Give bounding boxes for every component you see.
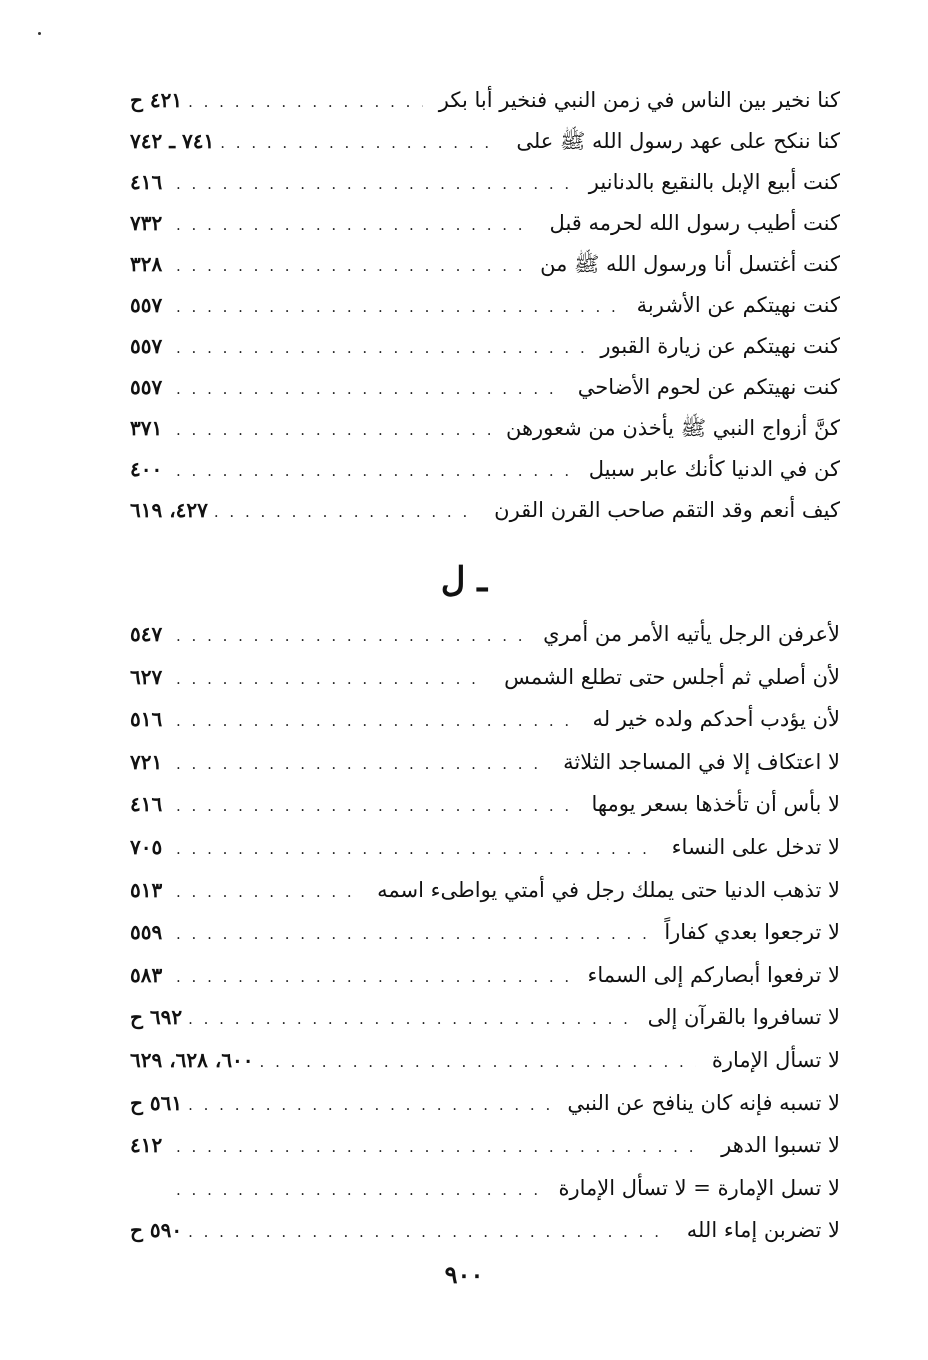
entry-text: لا بأس أن تأخذها بسعر يومها	[591, 792, 840, 817]
entry-page-ref: ٥٤٧	[130, 622, 163, 646]
entry-text: لأعرفن الرجل يأتيه الأمر من أمري	[543, 622, 840, 646]
index-entry	[130, 244, 840, 285]
dot-leader	[188, 82, 423, 123]
index-entry	[130, 326, 840, 367]
dot-leader	[176, 913, 648, 956]
entry-text: لأن أصلي ثم أجلس حتى تطلع الشمس	[504, 664, 840, 689]
entry-page-ref: ٤٠٠	[130, 457, 163, 481]
entry-page-ref: ٥٩٠ ح	[130, 1218, 183, 1243]
index-entry	[130, 613, 840, 656]
entry-text: كنا نخير بين الناس في زمن النبي فنخير أبا بكر	[438, 88, 840, 112]
entry-page-ref: ٦٢٧	[130, 664, 163, 689]
entry-text: كن في الدنيا كأنك عابر سبيل	[588, 457, 840, 481]
dot-leader	[188, 998, 631, 1041]
entry-page-ref: ٥١٦	[130, 707, 163, 732]
entry-page-ref: ٦٠٠، ٦٢٨، ٦٢٩	[130, 1047, 254, 1072]
entry-page-ref: ٥٥٧	[130, 375, 163, 399]
dot-leader	[176, 328, 584, 369]
index-entry	[130, 449, 840, 490]
index-entry	[130, 490, 840, 531]
dot-leader	[176, 956, 572, 999]
index-entry	[130, 285, 840, 326]
dot-leader	[176, 871, 361, 914]
dot-leader	[188, 1084, 551, 1127]
dot-leader	[176, 828, 656, 871]
entry-text: لا تذهب الدنيا حتى يملك رجل في أمتي يواطىء اسمه	[377, 877, 840, 902]
index-entry	[130, 1209, 840, 1252]
entry-text: كنت أغتسل أنا ورسول الله ﷺ من	[540, 252, 840, 276]
entry-text: كنت أبيع الإبل بالنقيع بالدنانير	[588, 170, 840, 194]
index-entry	[130, 1167, 840, 1210]
entry-page-ref: ٥١٣	[130, 877, 163, 902]
entry-page-ref: ٤١٢	[130, 1133, 163, 1158]
dot-leader	[176, 658, 488, 701]
dot-leader	[176, 743, 547, 786]
dot-leader	[214, 492, 478, 533]
index-list-kaf	[130, 80, 840, 531]
dot-leader	[176, 1126, 705, 1169]
index-entry	[130, 121, 840, 162]
dot-leader	[176, 785, 575, 828]
entry-text: كنت نهيتكم عن لحوم الأضاحي	[577, 375, 840, 399]
index-entry	[130, 1082, 840, 1125]
index-entry	[130, 367, 840, 408]
entry-page-ref: ٧٢١	[130, 749, 163, 774]
index-entry	[130, 954, 840, 997]
index-entry	[130, 911, 840, 954]
dot-leader	[176, 369, 562, 410]
entry-text: لا تضربن إماء الله	[686, 1218, 840, 1243]
section-header-lam: ـ ل	[440, 560, 488, 600]
entry-page-ref: ٥٨٣	[130, 962, 163, 987]
dot-leader	[176, 451, 573, 492]
entry-page-ref: ٥٥٩	[130, 920, 163, 945]
index-entry	[130, 1124, 840, 1167]
entry-text: كنت نهيتكم عن زيارة القبور	[600, 334, 840, 358]
entry-page-ref: ٦٩٢ ح	[130, 1005, 183, 1030]
entry-text: لا تسافروا بالقرآن إلى	[647, 1005, 840, 1030]
entry-text: لا تسبوا الدهر	[721, 1133, 840, 1158]
entry-text: لا اعتكاف إلا في المساجد الثلاثة	[563, 749, 840, 774]
dot-leader	[176, 246, 524, 287]
dot-leader	[176, 1169, 542, 1212]
entry-text: لأن يؤدب أحدكم ولده خير له	[592, 707, 840, 732]
entry-text: كنت نهيتكم عن الأشربة	[636, 293, 840, 317]
index-list-lam	[130, 613, 840, 1252]
entry-text: لا تسل الإمارة = لا تسأل الإمارة	[558, 1175, 840, 1200]
entry-page-ref: ٧٤١ ـ ٧٤٢	[130, 129, 215, 153]
index-entry	[130, 741, 840, 784]
entry-page-ref: ٥٥٧	[130, 293, 163, 317]
entry-page-ref: ٧٠٥	[130, 834, 163, 859]
index-entry	[130, 1039, 840, 1082]
entry-page-ref: ٤٢١ ح	[130, 88, 183, 112]
entry-text: لا ترفعوا أبصاركم إلى السماء	[587, 962, 840, 987]
entry-page-ref: ٥٦١ ح	[130, 1090, 183, 1115]
index-entry	[130, 408, 840, 449]
dot-leader	[176, 410, 490, 451]
entry-page-ref: ٤١٦	[130, 792, 163, 817]
scan-speck	[38, 32, 41, 35]
entry-text: لا تسبه فإنه كان ينافح عن النبي	[567, 1090, 840, 1115]
index-entry	[130, 996, 840, 1039]
dot-leader	[176, 164, 573, 205]
entry-text: كيف أنعم وقد التقم صاحب القرن القرن	[494, 498, 840, 522]
dot-leader	[176, 615, 527, 658]
index-entry	[130, 826, 840, 869]
index-entry	[130, 783, 840, 826]
entry-text: لا ترجعوا بعدي كفاراً	[664, 920, 840, 945]
entry-page-ref: ٣٧١	[130, 416, 163, 440]
dot-leader	[176, 700, 576, 743]
dot-leader	[188, 1211, 671, 1254]
dot-leader	[176, 205, 534, 246]
index-entry	[130, 656, 840, 699]
index-entry	[130, 80, 840, 121]
index-entry	[130, 203, 840, 244]
index-entry	[130, 698, 840, 741]
entry-page-ref: ٤١٦	[130, 170, 163, 194]
entry-text: كنت أطيب رسول الله لحرمه قبل	[549, 211, 840, 235]
entry-text: كنا ننكح على عهد رسول الله ﷺ على	[516, 129, 840, 153]
page-number: ٩٠٠	[444, 1260, 484, 1289]
entry-text: لا تسأل الإمارة	[711, 1047, 840, 1072]
entry-page-ref: ٧٣٢	[130, 211, 163, 235]
dot-leader	[220, 123, 500, 164]
dot-leader	[176, 287, 621, 328]
dot-leader	[260, 1041, 696, 1084]
entry-text: لا تدخل على النساء	[671, 834, 840, 859]
entry-page-ref: ٥٥٧	[130, 334, 163, 358]
entry-page-ref: ٤٢٧، ٦١٩	[130, 498, 208, 522]
index-entry	[130, 162, 840, 203]
index-entry	[130, 869, 840, 912]
entry-page-ref: ٣٢٨	[130, 252, 163, 276]
entry-text: كنَّ أزواج النبي ﷺ يأخذن من شعورهن	[505, 416, 840, 440]
